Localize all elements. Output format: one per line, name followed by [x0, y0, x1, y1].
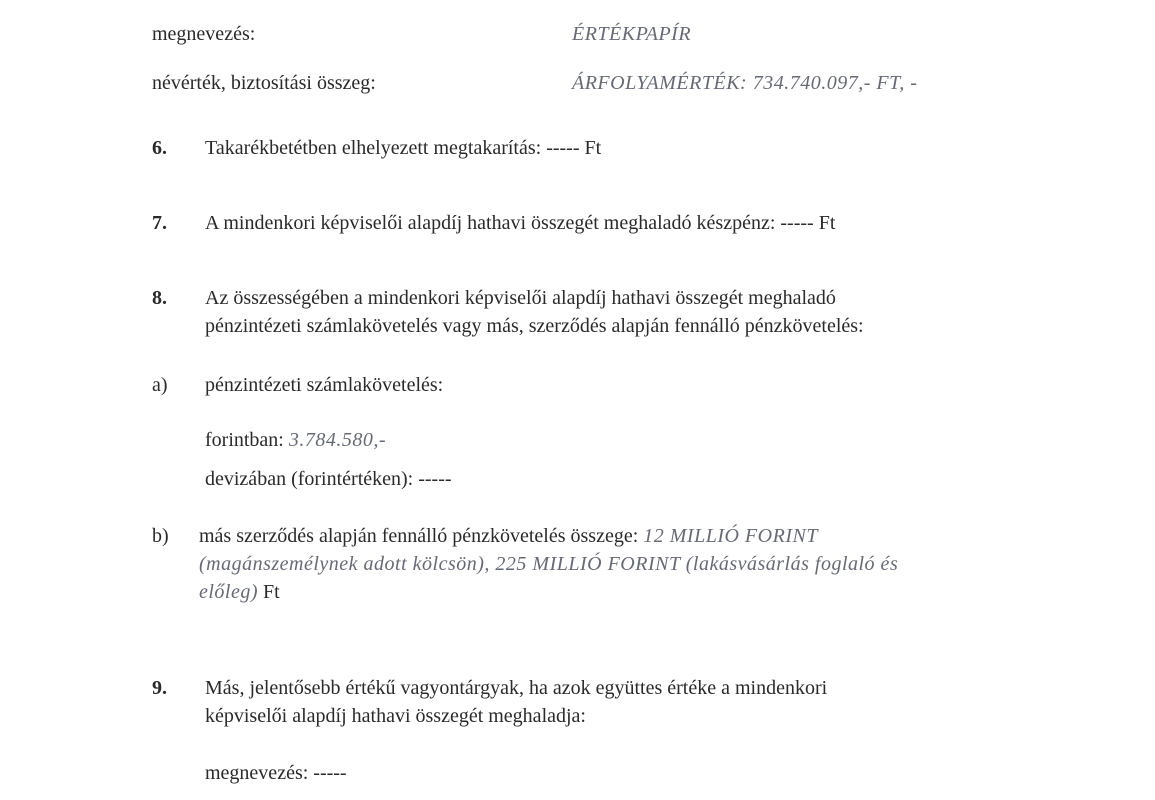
item-8b-value-1: 12 MILLIÓ FORINT [643, 525, 818, 547]
deviza-label: devizában (forintértéken): [205, 468, 414, 490]
item-8-number: 8. [152, 287, 167, 309]
deviza-row [205, 467, 452, 491]
item-9-number: 9. [152, 677, 167, 699]
field-label-nominal-value: névérték, biztosítási összeg: [152, 72, 376, 94]
item-8-line-1: Az összességében a mindenkori képviselői alapdíj hathavi összegét meghaladó [205, 287, 836, 309]
forint-value: 3.784.580,- [288, 429, 387, 451]
item-8b-text [199, 522, 898, 606]
item-8b-value-3: előleg) [199, 581, 259, 603]
forint-row [205, 428, 386, 452]
item-9-name-label: megnevezés: [205, 762, 309, 784]
forint-label: forintban: [205, 429, 284, 451]
item-9-line-1: Más, jelentősebb értékű vagyontárgyak, ha azok együttes értéke a mindenkori [205, 677, 828, 699]
item-8-text [205, 284, 864, 340]
item-7-text: A mindenkori képviselői alapdíj hathavi összegét meghaladó készpénz: ----- Ft [205, 212, 836, 234]
item-8a-letter: a) [152, 374, 168, 396]
item-8-line-2: pénzintézeti számlakövetelés vagy más, szerződés alapján fennálló pénzkövetelés: [205, 315, 864, 337]
item-8a-text: pénzintézeti számlakövetelés: [205, 374, 444, 396]
deviza-value: ----- [418, 468, 452, 490]
item-6-text: Takarékbetétben elhelyezett megtakarítás: ----- Ft [205, 137, 602, 159]
item-8b-unit: Ft [263, 581, 280, 603]
field-label-name: megnevezés: [152, 23, 256, 45]
item-9-line-2: képviselői alapdíj hathavi összegét meghaladja: [205, 705, 586, 727]
item-9-name-value: ----- [313, 762, 347, 784]
item-8b-value-2: (magánszemélynek adott kölcsön), 225 MILLIÓ FORINT (lakásvásárlás foglaló és [199, 553, 899, 575]
item-6-number: 6. [152, 137, 167, 159]
item-8b-label: más szerződés alapján fennálló pénzkövetelés összege: [199, 525, 639, 547]
field-value-nominal-value: ÁRFOLYAMÉRTÉK: 734.740.097,- FT, - [572, 72, 918, 94]
item-7-number: 7. [152, 212, 167, 234]
field-value-name: ÉRTÉKPAPÍR [572, 23, 692, 45]
item-8b-letter: b) [152, 525, 169, 547]
item-9-name-row [205, 761, 347, 785]
item-9-text [205, 674, 827, 730]
